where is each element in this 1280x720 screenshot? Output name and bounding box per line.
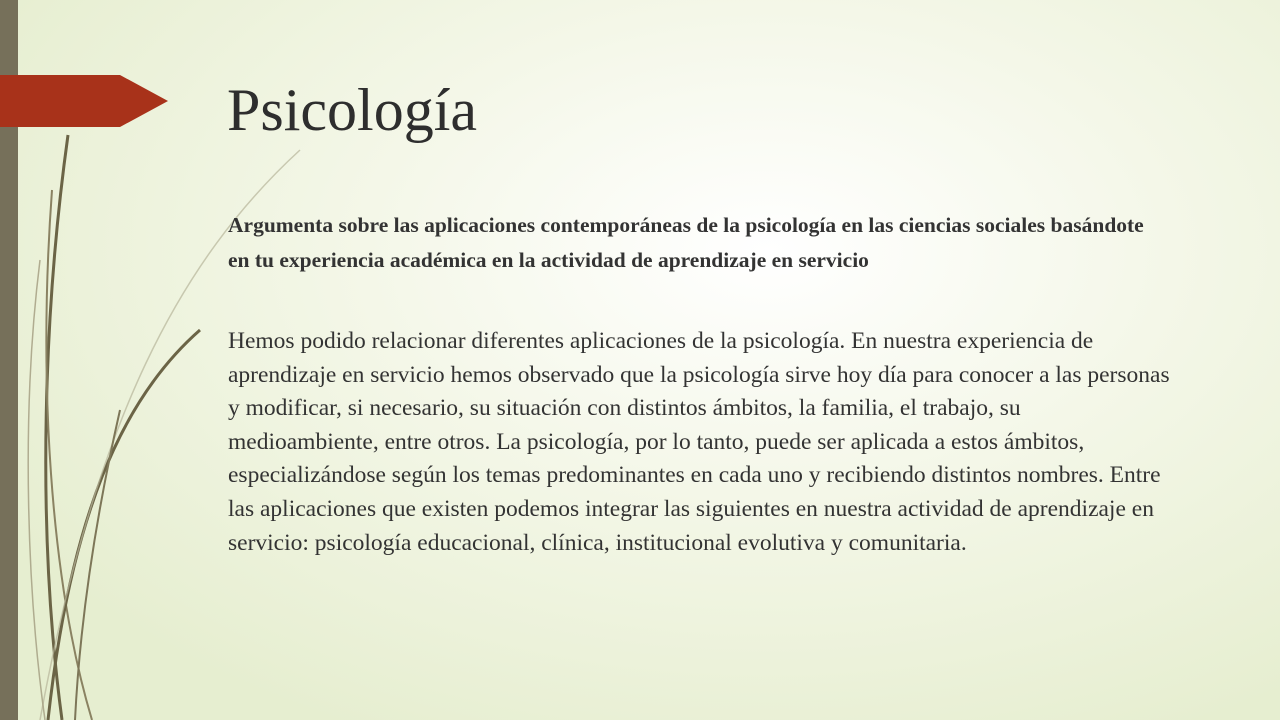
question-text: Argumenta sobre las aplicaciones contemporáneas de la psicología en las ciencias sociales basándote en tu experiencia académica en la actividad de aprendizaje en servicio [228,213,1144,272]
answer-text: Hemos podido relacionar diferentes aplicaciones de la psicología. En nuestra experiencia de aprendizaje en servicio hemos observado que la psicología sirve hoy día para conocer a las personas y modificar, si necesario, su situación con distintos ámbitos, la familia, el trabajo, su medioambiente, entre otros. La psicología, por lo tanto, puede ser aplicada a estos ámbitos, especializándose según los temas predominantes en cada uno y recibiendo distintos nombres. Entre las aplicaciones que existen podemos integrar las siguientes en nuestra actividad de aprendizaje en servicio: psicología educacional, clínica, institucional evolutiva y comunitaria. [228,328,1170,556]
slide-title: Psicología [227,77,477,143]
